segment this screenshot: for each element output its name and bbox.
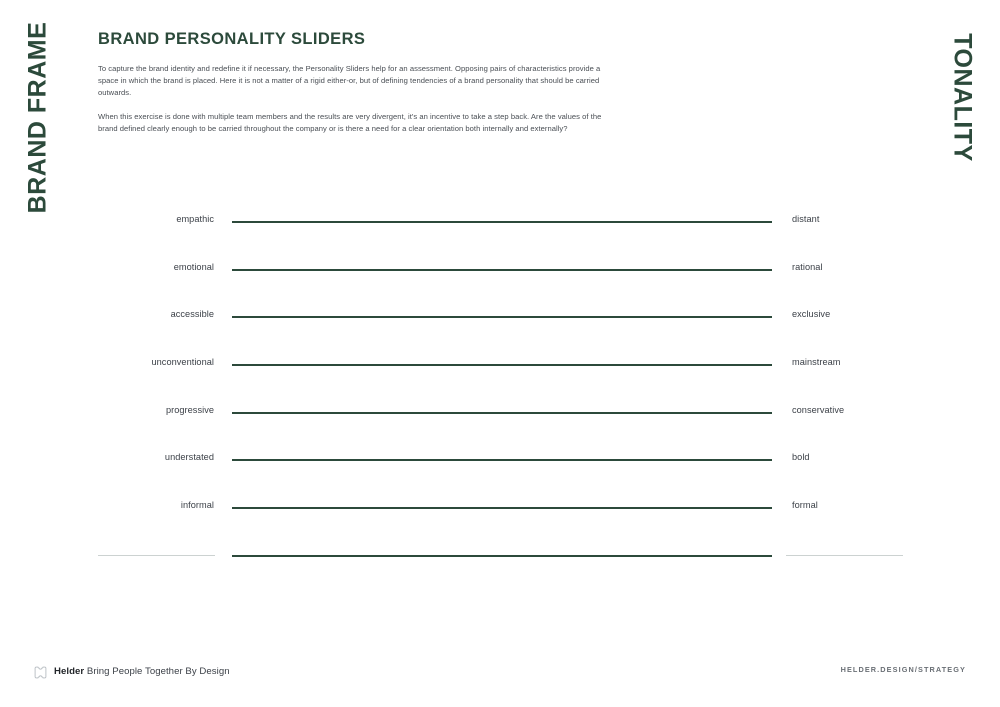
intro-text [98, 63, 618, 135]
slider-row[interactable] [0, 200, 1000, 248]
slider-track[interactable] [232, 507, 772, 509]
slider-label-left: empathic [176, 214, 214, 224]
brand-tagline: Bring People Together By Design [86, 666, 230, 678]
section-title-right: TONALITY [948, 33, 977, 162]
brand-name: Helder [54, 666, 85, 678]
intro-paragraph-2: When this exercise is done with multiple team members and the results are very divergent, it's an incentive to take a step back. Are the values of the brand defined clearly enough to be carried throughout the company or is there a need for a clear orientation both internally and externally? [98, 111, 602, 133]
slider-row[interactable] [0, 295, 1000, 343]
slider-track[interactable] [232, 555, 772, 557]
header-block [98, 30, 618, 135]
slider-track[interactable] [232, 316, 772, 318]
blank-label-field-right[interactable] [786, 555, 903, 556]
slider-row-blank[interactable] [0, 534, 1000, 582]
helder-mark-icon [34, 666, 47, 679]
blank-label-field-left[interactable] [98, 555, 215, 556]
slider-label-right: conservative [792, 404, 845, 415]
slider-track[interactable] [232, 269, 772, 271]
slider-label-right: formal [792, 500, 818, 511]
personality-sliders [0, 200, 1000, 582]
slider-label-left: understated [164, 452, 214, 463]
slider-track[interactable] [232, 364, 772, 366]
slider-track[interactable] [232, 459, 772, 461]
slider-label-right: rational [792, 261, 823, 272]
slider-label-right: mainstream [792, 357, 841, 368]
slider-label-left: informal [180, 500, 214, 511]
slider-row[interactable] [0, 248, 1000, 296]
slider-row[interactable] [0, 438, 1000, 486]
slider-row[interactable] [0, 343, 1000, 391]
slider-label-right: exclusive [792, 309, 831, 320]
brand-text [54, 667, 230, 677]
intro-paragraph-1: To capture the brand identity and redefine it if necessary, the Personality Sliders help for an assessment. Opposing pairs of characteristics provide a space in which the brand is placed. Here it is not a matter of a rigid either-or, but of defining tendencies of a brand personality that should be carried outwards. [98, 63, 601, 98]
page-title: BRAND PERSONALITY SLIDERS [98, 30, 366, 48]
slider-label-left: accessible [170, 309, 214, 320]
slider-label-left: unconventional [151, 357, 214, 368]
site-url: HELDER.DESIGN/STRATEGY [840, 665, 966, 674]
slider-track[interactable] [232, 221, 772, 223]
slider-row[interactable] [0, 486, 1000, 534]
slider-label-right: bold [792, 452, 810, 463]
section-title-left: BRAND FRAME [23, 21, 52, 214]
brand-lockup [34, 663, 230, 681]
slider-label-right: distant [792, 214, 820, 224]
slider-label-left: emotional [173, 261, 214, 272]
slider-track[interactable] [232, 412, 772, 414]
slider-label-left: progressive [165, 404, 214, 415]
slider-row[interactable] [0, 391, 1000, 439]
footer [0, 663, 1000, 681]
